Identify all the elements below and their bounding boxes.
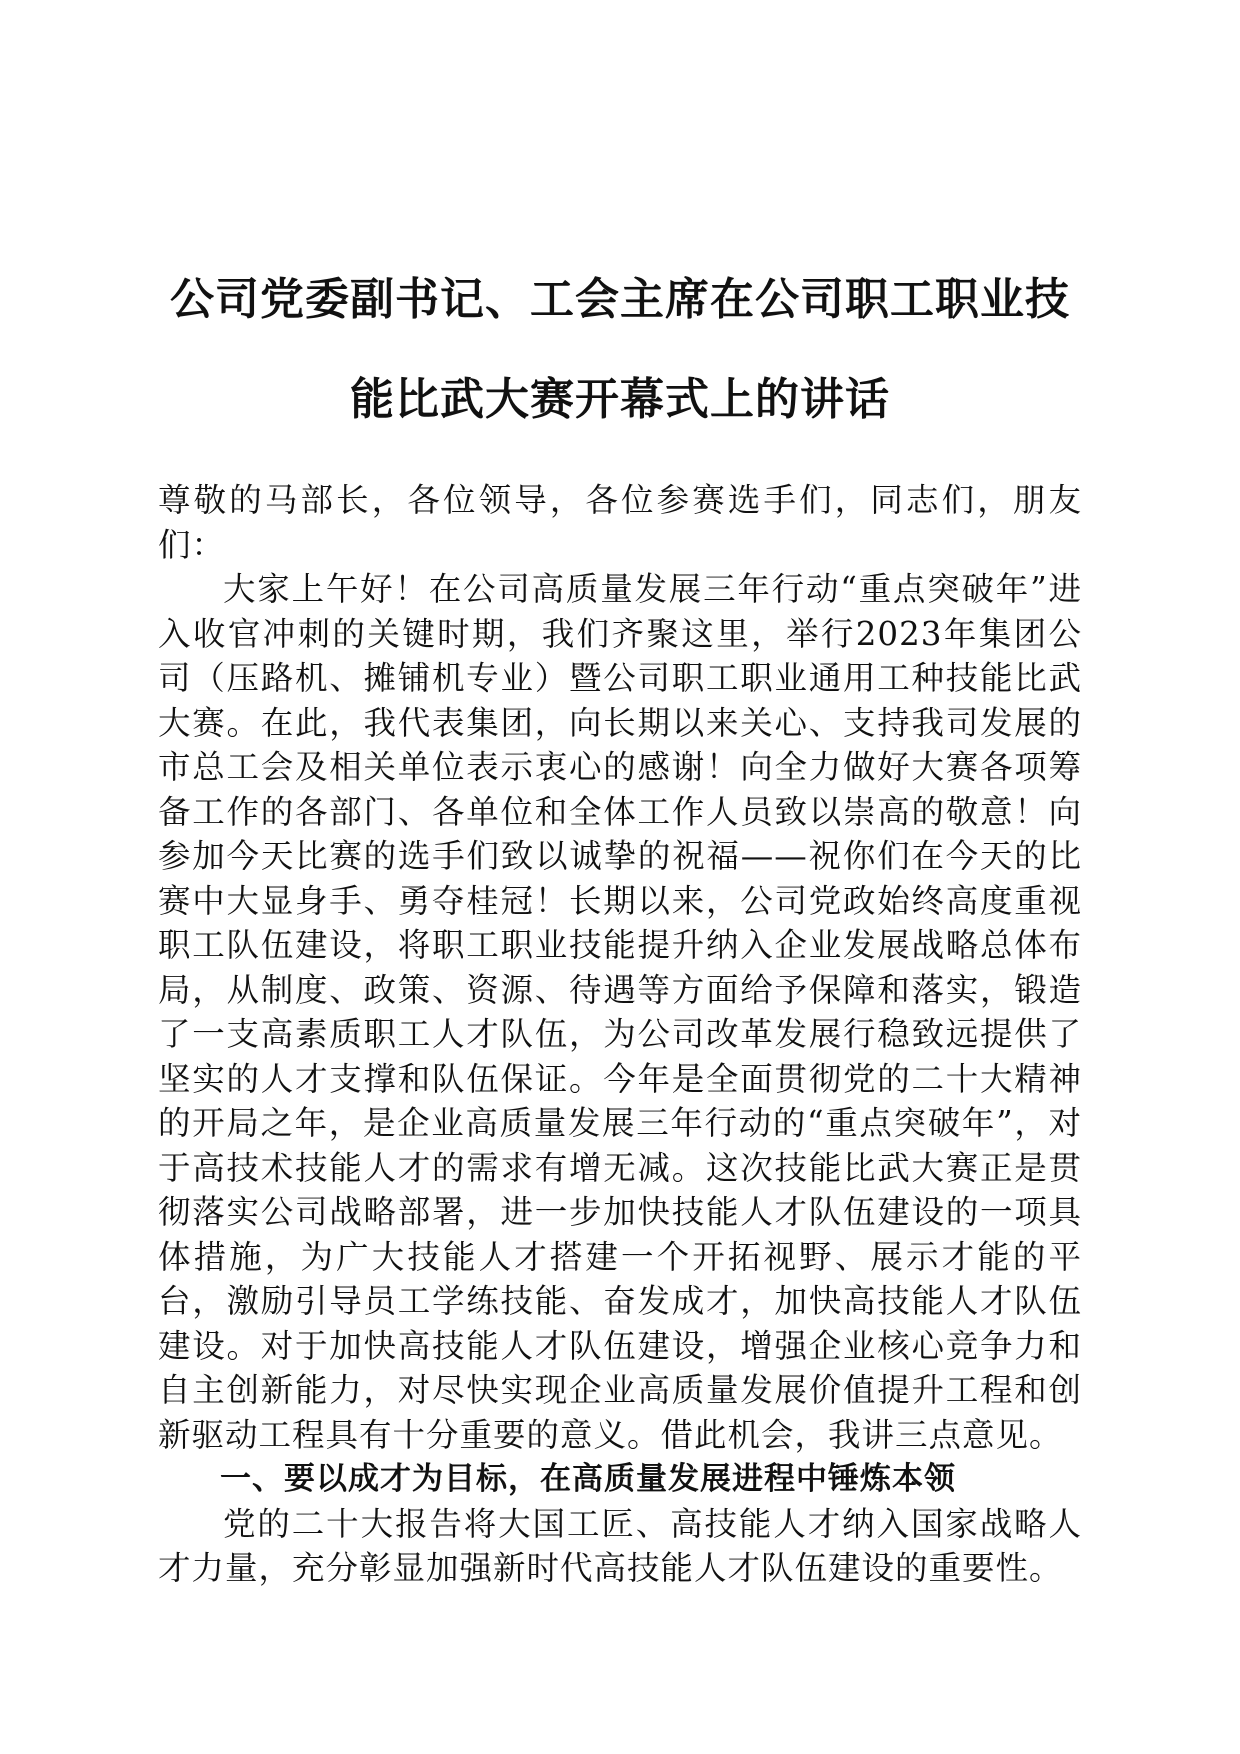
section-heading-1: 一、要以成才为目标，在高质量发展进程中锤炼本领 xyxy=(220,1461,956,1497)
document-body xyxy=(158,478,1082,1591)
paragraph-section-1: 党的二十大报告将大国工匠、高技能人才纳入国家战略人才力量，充分彰显加强新时代高技能人才队伍建设的重要性。 xyxy=(158,1504,1082,1587)
title-line-1: 公司党委副书记、工会主席在公司职工职业技 xyxy=(170,274,1070,325)
page-title xyxy=(150,250,1090,450)
salutation: 尊敬的马部长，各位领导，各位参赛选手们，同志们，朋友们： xyxy=(158,481,1082,564)
paragraph-opening: 大家上午好！在公司高质量发展三年行动“重点突破年”进入收官冲刺的关键时期，我们齐聚这里，举行2023年集团公司（压路机、摊铺机专业）暨公司职工职业通用工种技能比武大赛。在此，我代表集团，向长期以来关心、支持我司发展的市总工会及相关单位表示衷心的感谢！向全力做好大赛各项筹备工作的各部门、各单位和全体工作人员致以崇高的敬意！向参加今天比赛的选手们致以诚挚的祝福——祝你们在今天的比赛中大显身手、勇夺桂冠！长期以来，公司党政始终高度重视职工队伍建设，将职工职业技能提升纳入企业发展战略总体布局，从制度、政策、资源、待遇等方面给予保障和落实，锻造了一支高素质职工人才队伍，为公司改革发展行稳致远提供了坚实的人才支撑和队伍保证。今年是全面贯彻党的二十大精神的开局之年，是企业高质量发展三年行动的“重点突破年”，对于高技术技能人才的需求有增无减。这次技能比武大赛正是贯彻落实公司战略部署，进一步加快技能人才队伍建设的一项具体措施，为广大技能人才搭建一个开拓视野、展示才能的平台，激励引导员工学练技能、奋发成才，加快高技能人才队伍建设。对于加快高技能人才队伍建设，增强企业核心竞争力和自主创新能力，对尽快实现企业高质量发展价值提升工程和创新驱动工程具有十分重要的意义。借此机会，我讲三点意见。 xyxy=(158,570,1082,1454)
title-line-2: 能比武大赛开幕式上的讲话 xyxy=(350,374,890,425)
